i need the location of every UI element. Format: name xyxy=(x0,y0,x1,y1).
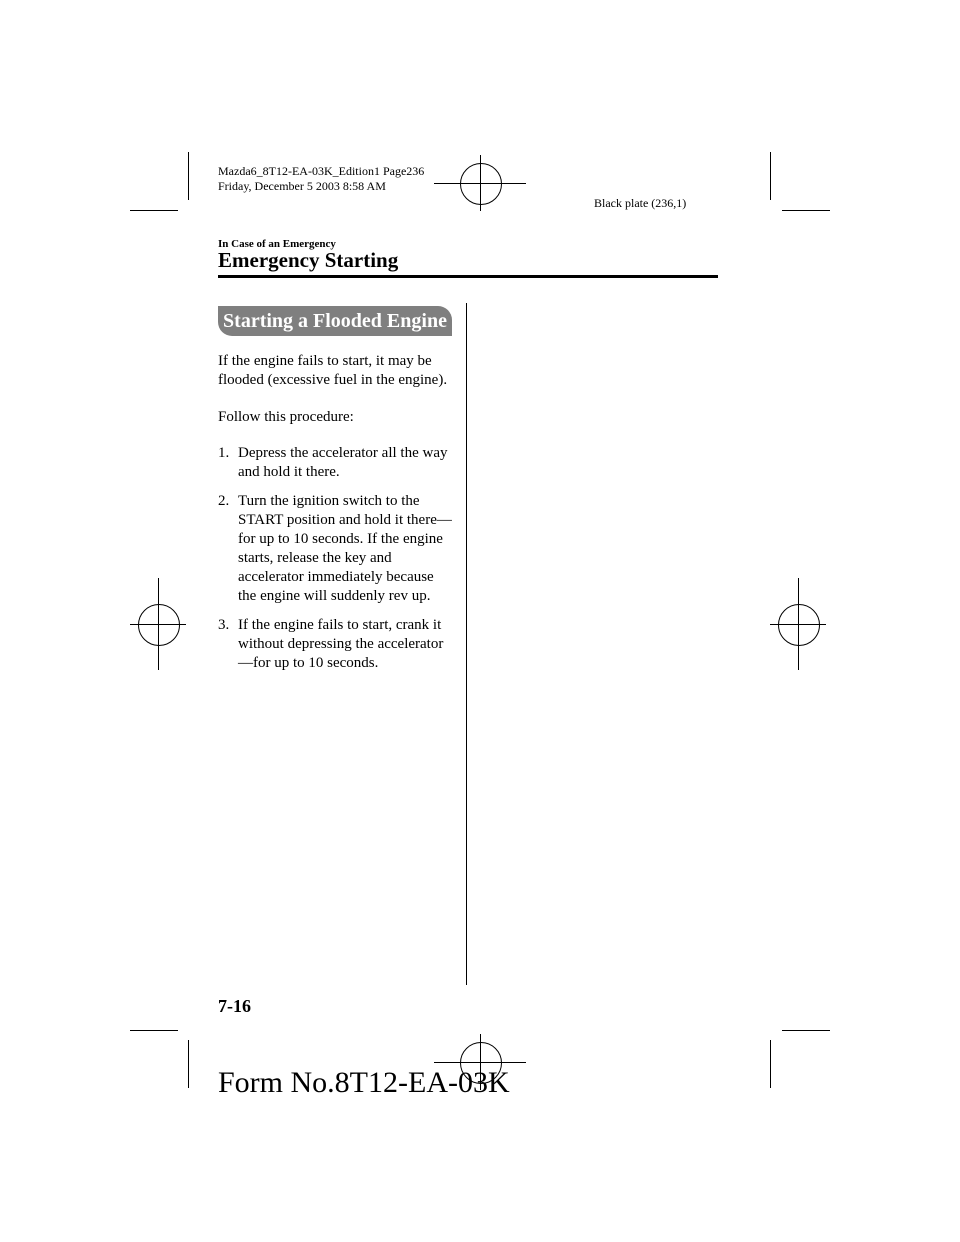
section-label: In Case of an Emergency xyxy=(218,238,336,250)
step-number: 1. xyxy=(218,445,230,461)
page-number: 7-16 xyxy=(218,996,251,1016)
title-rule xyxy=(218,275,718,278)
form-number: Form No.8T12-EA-03K xyxy=(218,1066,510,1099)
file-info-line2: Friday, December 5 2003 8:58 AM xyxy=(218,179,386,193)
list-item xyxy=(218,492,452,606)
step-text: If the engine fails to start, crank it without depressing the accelerator—for up to 10 seconds. xyxy=(238,617,444,671)
list-item xyxy=(218,444,452,482)
step-number: 3. xyxy=(218,617,230,633)
procedure-label: Follow this procedure: xyxy=(218,409,354,425)
registration-mark-right xyxy=(752,578,844,670)
column-divider xyxy=(466,303,467,985)
step-text: Depress the accelerator all the way and hold it there. xyxy=(238,445,448,480)
left-column xyxy=(218,306,452,683)
step-text: Turn the ignition switch to the START position and hold it there—for up to 10 seconds. If the engine starts, release the key and accelerator immediately because the engine will suddenly rev up. xyxy=(238,493,452,604)
file-info xyxy=(218,164,424,194)
subsection-heading: Starting a Flooded Engine xyxy=(218,306,452,336)
file-info-line1: Mazda6_8T12-EA-03K_Edition1 Page236 xyxy=(218,164,425,178)
watermark: carmanualsonline.info xyxy=(828,1222,944,1237)
page-title: Emergency Starting xyxy=(218,248,399,272)
registration-mark-left xyxy=(112,578,204,670)
black-plate-label: Black plate (236,1) xyxy=(594,196,687,210)
intro-paragraph: If the engine fails to start, it may be flooded (excessive fuel in the engine). xyxy=(218,353,448,388)
list-item xyxy=(218,616,452,673)
step-list xyxy=(218,444,452,673)
registration-mark-top xyxy=(434,137,526,229)
step-number: 2. xyxy=(218,493,230,509)
